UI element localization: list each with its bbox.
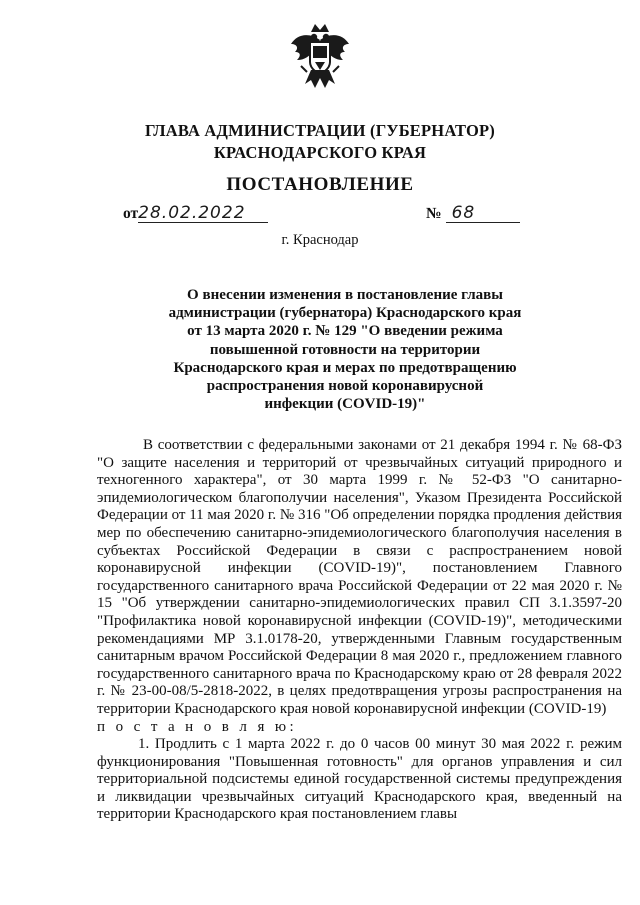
title-line: О внесении изменения в постановление главы (187, 287, 503, 303)
issuing-authority (0, 120, 640, 164)
authority-line-1: ГЛАВА АДМИНИСТРАЦИИ (ГУБЕРНАТОР) (145, 121, 495, 140)
coat-of-arms-emblem (289, 22, 351, 94)
document-date (123, 203, 268, 223)
document-type: ПОСТАНОВЛЕНИЕ (226, 174, 414, 195)
date-field (138, 203, 268, 223)
date-value: 28.02.2022 (138, 203, 246, 223)
date-prefix: от (123, 205, 139, 222)
title-line: Краснодарского края и мерах по предотвращению (173, 359, 517, 376)
title-line: повышенной готовности на территории (209, 341, 481, 358)
document-title (150, 286, 540, 413)
title-line: администрации (губернатора) Краснодарского края (168, 305, 522, 322)
title-line: распространения новой коронавирусной (206, 378, 484, 395)
title-line: инфекции (COVID-19)" (264, 396, 426, 413)
preamble-paragraph: В соответствии с федеральными законами от 21 декабря 1994 г. № 68-ФЗ "О защите населения и территорий от чрезвычайных ситуаций природного и техногенного характера", от 30 марта 1999 г. № 52-ФЗ "О санитарно-эпидемиологическом благополучии населения", Указом Президента Российской Федерации от 11 мая 2020 г. № 316 "Об определении порядка продления действия мер по обеспечению санитарно-эпидемиологического благополучия населения в субъектах Российской Федерации в связи с распространением новой коронавирусной инфекции (COVID-19)", постановлением Главного государственного санитарного врача Российской Федерации от 22 мая 2020 г. № 15 "Об утверждении санитарно-эпидемиологических правил СП 3.1.3597-20 "Профилактика новой коронавирусной инфекции (COVID-19)", методическими рекомендациями МР 3.1.0178-20, утвержденными Главным государственным санитарным врачом Российской Федерации 8 мая 2020 г., предложением главного государственного санитарного врача по Краснодарскому краю от 28 февраля 2022 г. № 23-00-08/5-2818-2022, в целях предотвращения угрозы распространения на территории Краснодарского края новой коронавирусной инфекции (COVID-19) (97, 437, 622, 717)
document-number (426, 203, 520, 223)
document-body (97, 437, 622, 824)
number-field (446, 203, 520, 223)
city: г. Краснодар (281, 232, 359, 248)
number-value: 68 (451, 203, 476, 223)
number-prefix: № (426, 205, 442, 222)
item-1-paragraph: 1. Продлить с 1 марта 2022 г. до 0 часов 00 минут 30 мая 2022 г. режим функционирования "Повышенная готовность" для органов управления и сил территориальной подсистемы единой государственной системы предупреждения и ликвидации чрезвычайных ситуаций Краснодарского края, введенный на территории Краснодарского края постановлением главы (97, 736, 622, 823)
authority-line-2: КРАСНОДАРСКОГО КРАЯ (213, 143, 427, 162)
decree-word: п о с т а н о в л я ю: (97, 718, 298, 735)
title-line: от 13 марта 2020 г. № 129 "О введении режима (187, 323, 503, 340)
